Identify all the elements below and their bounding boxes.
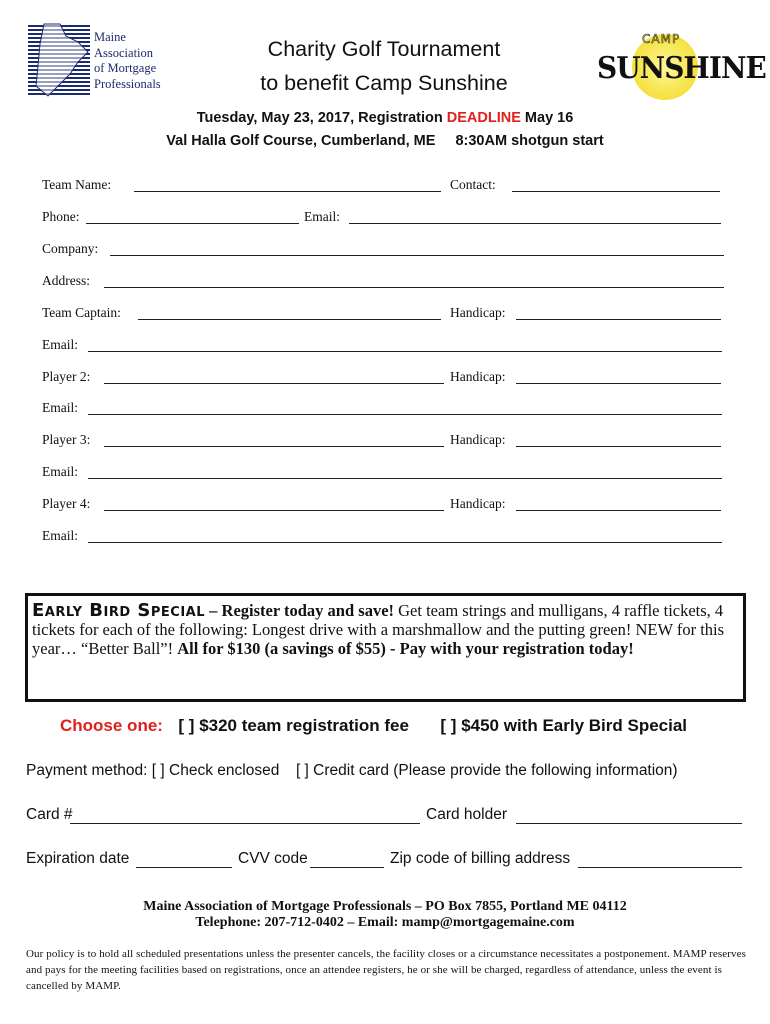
phone-label: Phone: — [42, 209, 80, 224]
team-captain-label: Team Captain: — [42, 305, 121, 320]
venue-line — [0, 133, 770, 149]
early-bird-title: Early Bird Special — [32, 600, 206, 621]
team-name-label: Team Name: — [42, 177, 112, 192]
org-line: Professionals — [94, 76, 161, 91]
address-label: Address: — [42, 273, 90, 288]
player2-email-field[interactable] — [88, 414, 722, 415]
player4-email-row — [42, 527, 724, 547]
player3-handicap-field[interactable] — [516, 446, 721, 447]
contact-label: Contact: — [450, 177, 496, 192]
player3-field[interactable] — [104, 446, 444, 447]
check-enclosed-option[interactable]: [ ] Check enclosed — [151, 762, 280, 779]
team-captain-field[interactable] — [138, 319, 441, 320]
org-line: Maine — [94, 30, 126, 44]
player4-handicap-field[interactable] — [516, 510, 721, 511]
player2-field[interactable] — [104, 383, 444, 384]
player3-row — [42, 431, 724, 451]
card-holder-label: Card holder — [426, 806, 507, 823]
early-bird-option[interactable]: [ ] $450 with Early Bird Special — [440, 716, 688, 735]
zip-label: Zip code of billing address — [390, 850, 571, 867]
player2-row — [42, 368, 724, 388]
early-bird-box — [25, 593, 746, 702]
captain-email-row — [42, 336, 724, 356]
policy-text: Our policy is to hold all scheduled presentations unless the presenter cancels, the facility closes or a circumstance necessitates a postponement. MAMP reserves and pays for the meeting facilities based on registrations, once an attendee registers, he or she will be charged, regardless of attendance, unless the event is cancelled by MAMP. — [26, 948, 746, 992]
email-label: Email: — [304, 209, 340, 224]
player4-label: Player 4: — [42, 496, 91, 511]
card-number-label: Card # — [26, 806, 73, 823]
phone-row — [42, 208, 724, 228]
title-line-1: Charity Golf Tournament — [267, 37, 501, 61]
start-time-text: 8:30AM shotgun start — [455, 133, 604, 149]
player3-email-row — [42, 463, 724, 483]
title-line-2: to benefit Camp Sunshine — [260, 71, 508, 95]
phone-field[interactable] — [86, 223, 299, 224]
credit-card-option[interactable]: [ ] Credit card (Please provide the following information) — [295, 762, 678, 779]
company-label: Company: — [42, 241, 99, 256]
choose-one-label: Choose one: — [60, 716, 163, 735]
email-label: Email: — [42, 337, 78, 352]
player2-handicap-field[interactable] — [516, 383, 721, 384]
player4-email-field[interactable] — [88, 542, 722, 543]
player2-email-row — [42, 399, 724, 419]
date-text: Tuesday, May 23, 2017, Registration — [196, 110, 447, 126]
footer-address: Maine Association of Mortgage Professionals – PO Box 7855, Portland ME 04112 — [143, 899, 627, 914]
early-bird-lead: Register today and save! — [221, 601, 395, 620]
handicap-label: Handicap: — [450, 496, 506, 511]
org-line: of Mortgage — [94, 61, 157, 75]
deadline-date: May 16 — [520, 110, 574, 126]
player2-label: Player 2: — [42, 369, 91, 384]
team-name-field[interactable] — [134, 191, 441, 192]
page-title — [180, 32, 588, 100]
maine-map-icon — [26, 22, 92, 100]
footer-contact: Telephone: 207-712-0402 – Email: mamp@mortgagemaine.com — [195, 915, 575, 930]
team-captain-row — [42, 304, 724, 324]
early-bird-dash: – — [205, 601, 222, 620]
expiration-row — [26, 850, 746, 872]
card-holder-field[interactable] — [516, 823, 742, 824]
player4-field[interactable] — [104, 510, 444, 511]
address-field[interactable] — [104, 287, 724, 288]
email-label: Email: — [42, 464, 78, 479]
cvv-label: CVV code — [238, 850, 308, 867]
cvv-field[interactable] — [310, 867, 384, 868]
team-registration-option[interactable]: [ ] $320 team registration fee — [178, 716, 409, 735]
captain-email-field[interactable] — [88, 351, 722, 352]
email-label: Email: — [42, 400, 78, 415]
card-number-field[interactable] — [70, 823, 420, 824]
deadline-label: DEADLINE — [446, 110, 521, 126]
org-line: Association — [94, 45, 154, 60]
email-field[interactable] — [349, 223, 721, 224]
handicap-label: Handicap: — [450, 432, 506, 447]
player3-label: Player 3: — [42, 432, 91, 447]
event-date-line — [0, 110, 770, 126]
early-bird-closing: All for $130 (a savings of $55) - Pay with your registration today! — [177, 639, 634, 658]
expiration-field[interactable] — [136, 867, 232, 868]
early-bird-text — [32, 601, 744, 658]
venue-text: Val Halla Golf Course, Cumberland, ME — [166, 133, 436, 149]
player3-email-field[interactable] — [88, 478, 722, 479]
zip-field[interactable] — [578, 867, 742, 868]
handicap-label: Handicap: — [450, 305, 506, 320]
handicap-label: Handicap: — [450, 369, 506, 384]
player4-row — [42, 495, 724, 515]
camp-logo-big-text: SUNSHINE — [597, 51, 766, 86]
email-label: Email: — [42, 528, 78, 543]
mamp-logo — [26, 22, 176, 100]
contact-field[interactable] — [512, 191, 720, 192]
team-name-row — [42, 176, 724, 196]
camp-logo-small-text: CAMP — [642, 32, 681, 46]
camp-sunshine-logo — [594, 30, 766, 104]
card-row — [26, 806, 746, 828]
org-name — [94, 30, 161, 92]
company-field[interactable] — [110, 255, 724, 256]
early-bird-body: Get team strings and mulligans, 4 raffle tickets, 4 tickets for each of the following: Longest drive with a marshmallow and the putting green! NEW for this year… “Better Ball”! — [32, 601, 725, 658]
address-row — [42, 272, 724, 292]
company-row — [42, 240, 724, 260]
captain-handicap-field[interactable] — [516, 319, 721, 320]
payment-method-row — [26, 762, 678, 780]
payment-method-label: Payment method: — [26, 762, 148, 779]
expiration-label: Expiration date — [26, 850, 130, 867]
registration-options — [60, 716, 687, 736]
